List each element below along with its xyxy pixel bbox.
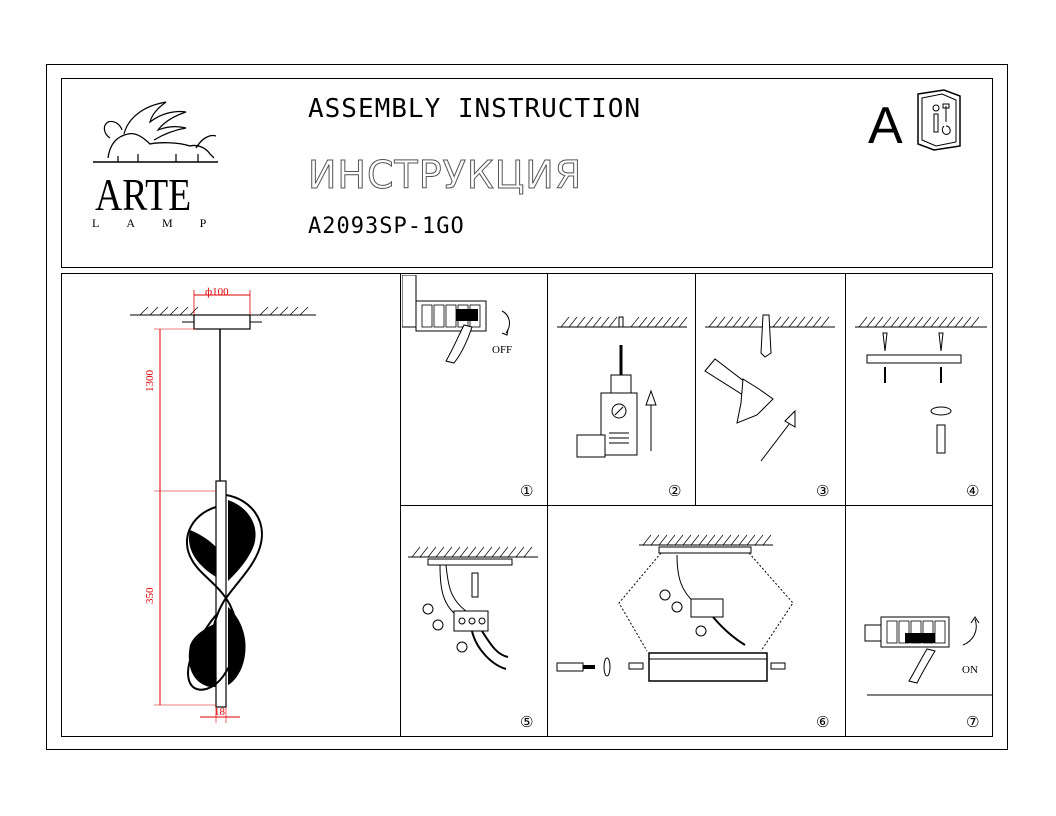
brand-name: ARTE [95,169,192,220]
dim-diameter: ф100 [205,286,229,298]
step-2-drill [549,275,693,503]
step-7-number: ⑦ [966,713,980,731]
step-4-mount-bracket [847,275,993,503]
dim-body-length: 350 [144,587,156,604]
step-6-attach-lamp [549,507,843,735]
dim-cable-length: 1300 [144,370,156,392]
dim-width: 18 [214,706,225,718]
step-7-note: ON [962,664,978,676]
model-number: A2093SP-1GO [308,214,465,239]
step-6-number: ⑥ [816,713,830,731]
title-english: ASSEMBLY INSTRUCTION [308,94,642,124]
brand-sub: LAMP [92,216,234,230]
step-1-switch-off [402,275,545,503]
step-2-number: ② [668,482,682,500]
grid-divider [400,505,993,506]
step-1-note: OFF [492,344,513,356]
lion-logo-icon [88,98,223,166]
step-4-number: ④ [966,482,980,500]
language-letter: A [868,97,903,155]
grid-divider [695,273,696,505]
step-3-hammer [697,275,843,503]
step-5-wiring [402,507,545,735]
step-3-number: ③ [816,482,830,500]
step-7-switch-on [847,507,993,735]
title-russian: ИНСТРУКЦИЯ [308,153,583,197]
instruction-book-icon [914,86,964,152]
step-1-number: ① [520,482,534,500]
lamp-dimension-drawing [120,285,320,725]
step-5-number: ⑤ [520,713,534,731]
